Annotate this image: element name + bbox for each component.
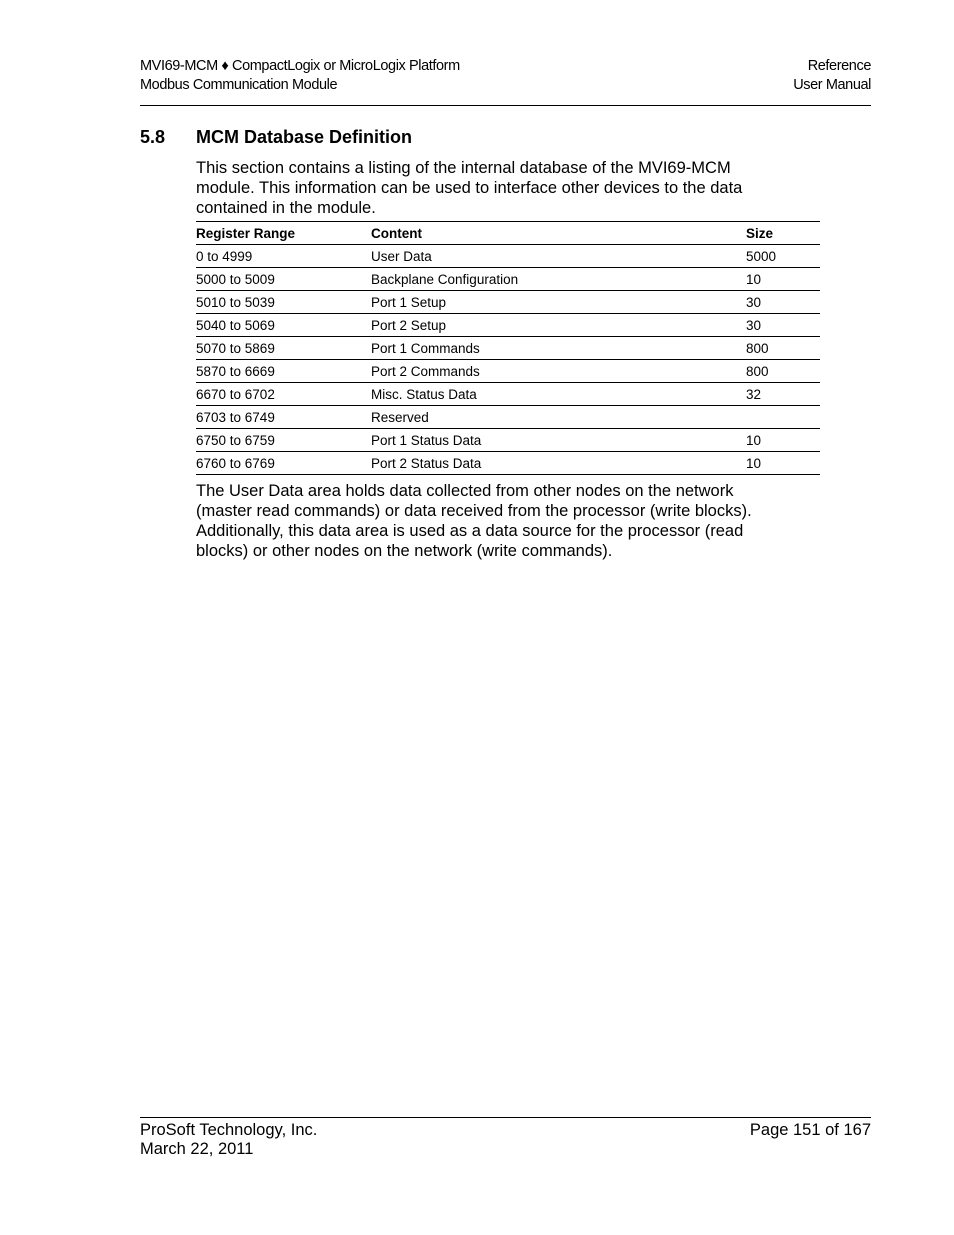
table-row (196, 291, 820, 314)
cell-register-range: 0 to 4999 (196, 245, 371, 268)
cell-register-range: 5870 to 6669 (196, 360, 371, 383)
cell-content: Port 1 Commands (371, 337, 746, 360)
header-product-line: MVI69-MCM ♦ CompactLogix or MicroLogix Platform (140, 58, 460, 74)
cell-content: Reserved (371, 406, 746, 429)
cell-size: 30 (746, 291, 820, 314)
header-right (793, 57, 871, 95)
paragraph-line: blocks) or other nodes on the network (write commands). (196, 542, 613, 560)
cell-size: 10 (746, 429, 820, 452)
cell-content: Port 1 Setup (371, 291, 746, 314)
header-module-line: Modbus Communication Module (140, 77, 338, 93)
cell-size: 10 (746, 268, 820, 291)
section-heading (140, 126, 412, 148)
table-header-row (196, 222, 820, 245)
cell-content: Misc. Status Data (371, 383, 746, 406)
cell-register-range: 6750 to 6759 (196, 429, 371, 452)
table-row (196, 337, 820, 360)
cell-content: Backplane Configuration (371, 268, 746, 291)
cell-content: Port 2 Commands (371, 360, 746, 383)
section-title: MCM Database Definition (196, 127, 413, 147)
cell-size: 10 (746, 452, 820, 475)
table-row (196, 452, 820, 475)
user-data-paragraph (196, 481, 816, 561)
intro-line: This section contains a listing of the internal database of the MVI69-MCM (196, 159, 731, 177)
cell-register-range: 6670 to 6702 (196, 383, 371, 406)
table-row (196, 360, 820, 383)
column-header-size: Size (746, 222, 820, 245)
cell-content: User Data (371, 245, 746, 268)
table-row (196, 406, 820, 429)
cell-register-range: 5010 to 5039 (196, 291, 371, 314)
footer-page-number: Page 151 of 167 (749, 1121, 871, 1139)
column-header-register-range: Register Range (196, 222, 371, 245)
table-row (196, 245, 820, 268)
intro-line: contained in the module. (196, 199, 376, 217)
cell-size: 800 (746, 337, 820, 360)
table-row (196, 429, 820, 452)
intro-line: module. This information can be used to interface other devices to the data (196, 179, 743, 197)
paragraph-line: Additionally, this data area is used as a data source for the processor (read (196, 522, 744, 540)
intro-paragraph (196, 158, 816, 218)
cell-content: Port 2 Setup (371, 314, 746, 337)
table-row (196, 268, 820, 291)
paragraph-line: The User Data area holds data collected from other nodes on the network (196, 482, 734, 500)
cell-size: 30 (746, 314, 820, 337)
cell-size (746, 406, 820, 429)
page-footer (140, 1117, 871, 1158)
cell-content: Port 1 Status Data (371, 429, 746, 452)
header-doc-type-line: User Manual (793, 77, 871, 93)
section-number: 5.8 (140, 127, 166, 147)
cell-register-range: 5000 to 5009 (196, 268, 371, 291)
cell-size: 800 (746, 360, 820, 383)
footer-left (140, 1121, 317, 1159)
cell-content: Port 2 Status Data (371, 452, 746, 475)
database-table (196, 221, 820, 475)
paragraph-line: (master read commands) or data received from the processor (write blocks). (196, 502, 752, 520)
cell-register-range: 6760 to 6769 (196, 452, 371, 475)
footer-date: March 22, 2011 (140, 1140, 254, 1158)
page-header (140, 57, 871, 106)
header-left (140, 57, 460, 95)
header-chapter-line: Reference (807, 58, 871, 74)
cell-register-range: 5070 to 5869 (196, 337, 371, 360)
cell-size: 32 (746, 383, 820, 406)
table-row (196, 314, 820, 337)
cell-size: 5000 (746, 245, 820, 268)
table-row (196, 383, 820, 406)
footer-company: ProSoft Technology, Inc. (140, 1121, 318, 1139)
footer-right (750, 1121, 871, 1140)
column-header-content: Content (371, 222, 746, 245)
cell-register-range: 5040 to 5069 (196, 314, 371, 337)
cell-register-range: 6703 to 6749 (196, 406, 371, 429)
